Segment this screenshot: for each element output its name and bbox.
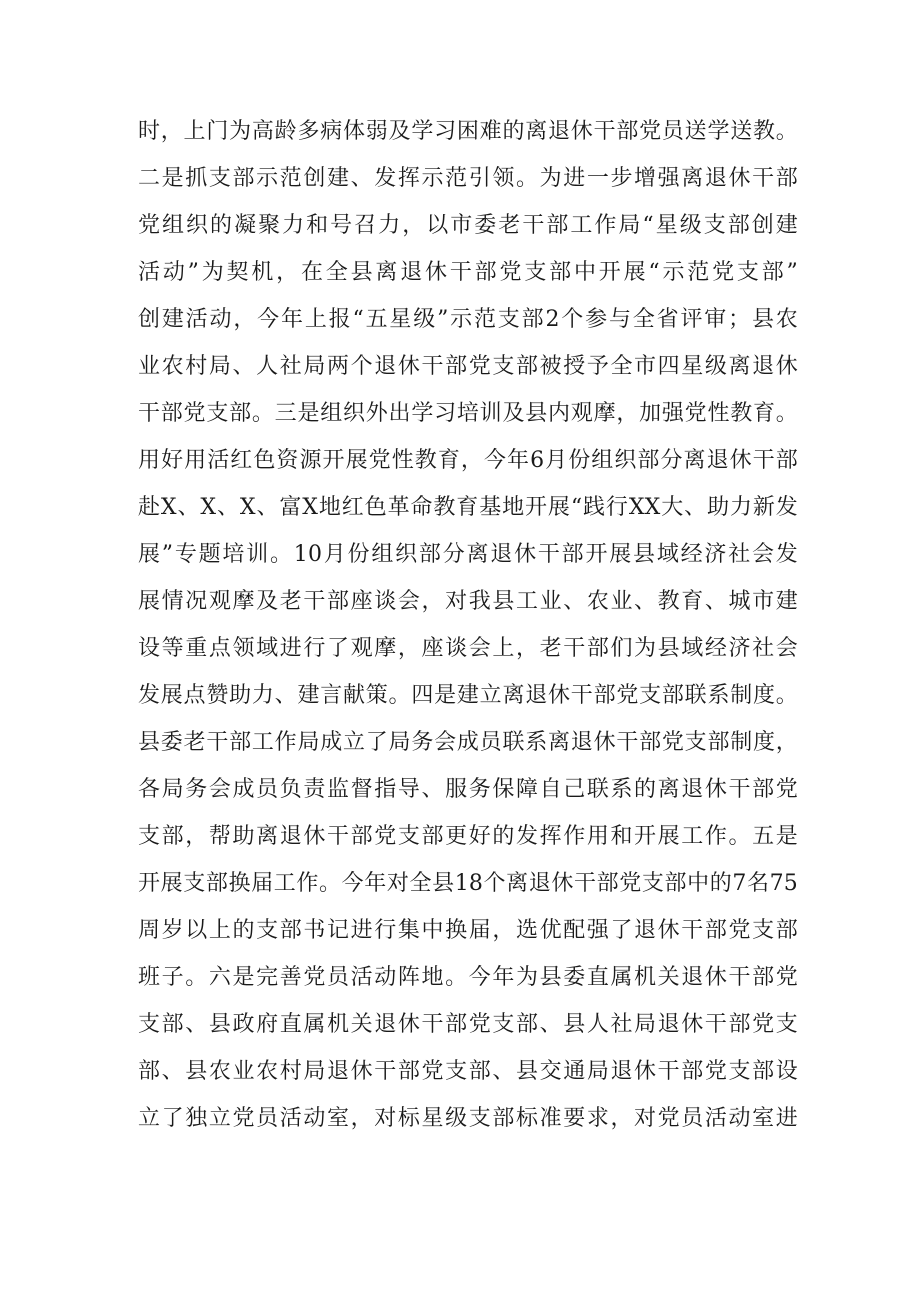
text-line-21: 部、县农业农村局退休干部党支部、县交通局退休干部党支部设 bbox=[138, 1059, 798, 1084]
text-line-12: 设等重点领域进行了观摩，座谈会上，老干部们为县域经济社会 bbox=[138, 636, 798, 661]
text-line-10: 展”专题培训。10月份组织部分离退休干部开展县域经济社会发 bbox=[138, 542, 798, 567]
text-line-15: 各局务会成员负责监督指导、服务保障自己联系的离退休干部党 bbox=[138, 777, 798, 802]
text-line-19: 班子。六是完善党员活动阵地。今年为县委直属机关退休干部党 bbox=[138, 965, 798, 990]
text-line-18: 周岁以上的支部书记进行集中换届，选优配强了退休干部党支部 bbox=[138, 918, 798, 943]
text-line-22: 立了独立党员活动室，对标星级支部标准要求，对党员活动室进 bbox=[138, 1106, 798, 1131]
text-line-4: 活动”为契机，在全县离退休干部党支部中开展“示范党支部” bbox=[138, 260, 798, 285]
text-line-14: 县委老干部工作局成立了局务会成员联系离退休干部党支部制度， bbox=[138, 730, 798, 755]
text-line-17: 开展支部换届工作。今年对全县18个离退休干部党支部中的7名75 bbox=[138, 871, 798, 896]
text-line-16: 支部，帮助离退休干部党支部更好的发挥作用和开展工作。五是 bbox=[138, 824, 798, 849]
text-line-7: 干部党支部。三是组织外出学习培训及县内观摩，加强党性教育。 bbox=[138, 401, 798, 426]
body-text bbox=[138, 108, 798, 1142]
text-line-8: 用好用活红色资源开展党性教育，今年6月份组织部分离退休干部 bbox=[138, 448, 798, 473]
text-line-2: 二是抓支部示范创建、发挥示范引领。为进一步增强离退休干部 bbox=[138, 166, 798, 191]
text-line-6: 业农村局、人社局两个退休干部党支部被授予全市四星级离退休 bbox=[138, 354, 798, 379]
text-line-13: 发展点赞助力、建言献策。四是建立离退休干部党支部联系制度。 bbox=[138, 683, 798, 708]
text-line-5: 创建活动，今年上报“五星级”示范支部2个参与全省评审；县农 bbox=[138, 307, 798, 332]
text-line-20: 支部、县政府直属机关退休干部党支部、县人社局退休干部党支 bbox=[138, 1012, 798, 1037]
text-line-1: 时，上门为高龄多病体弱及学习困难的离退休干部党员送学送教。 bbox=[138, 119, 798, 144]
text-line-9: 赴X、X、X、富X地红色革命教育基地开展“践行XX大、助力新发 bbox=[138, 495, 798, 520]
text-line-11: 展情况观摩及老干部座谈会，对我县工业、农业、教育、城市建 bbox=[138, 589, 798, 614]
text-line-3: 党组织的凝聚力和号召力，以市委老干部工作局“星级支部创建 bbox=[138, 213, 798, 238]
